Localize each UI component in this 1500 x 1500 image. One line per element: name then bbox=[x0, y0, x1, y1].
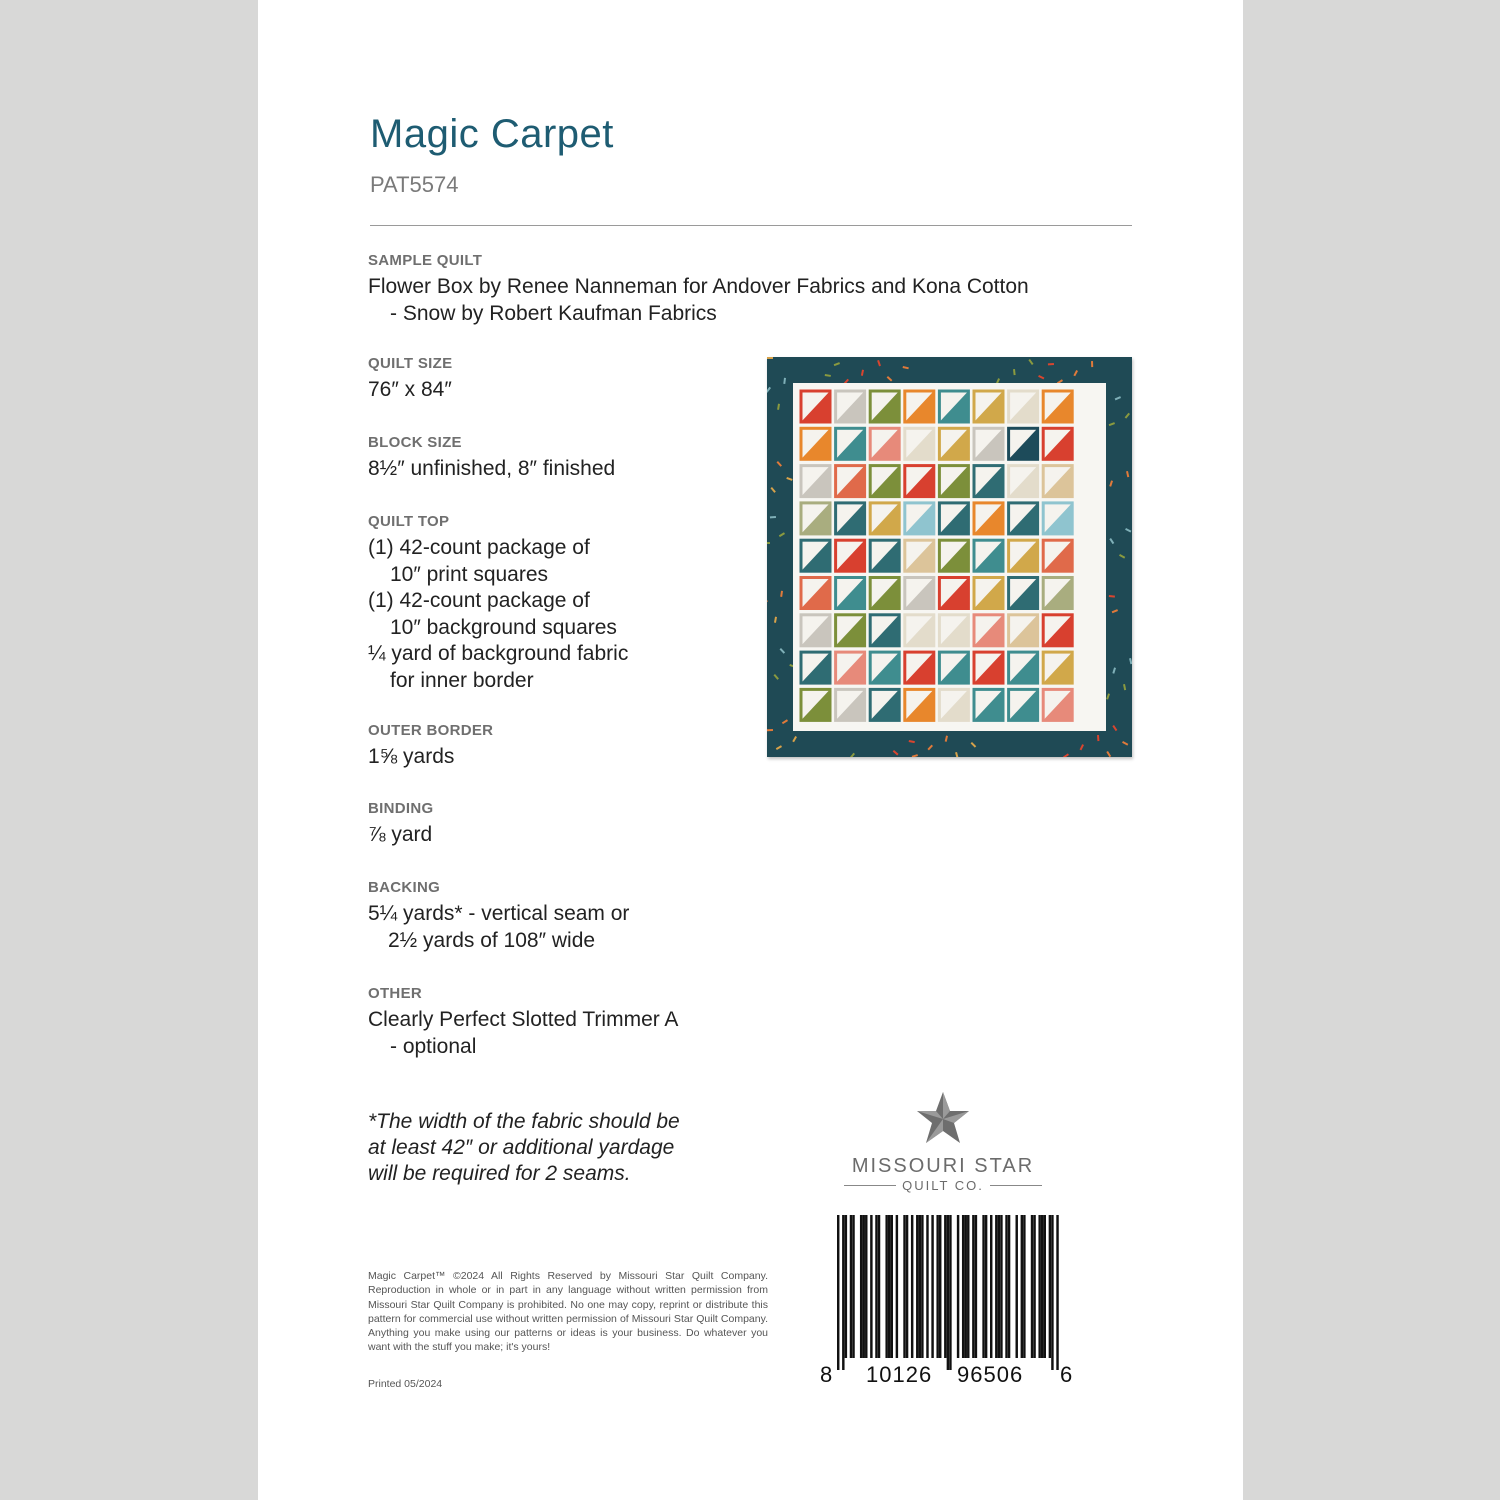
section-label: QUILT SIZE bbox=[368, 355, 453, 372]
barcode-bar bbox=[944, 1215, 946, 1358]
barcode-bar bbox=[962, 1215, 964, 1358]
pattern-back-cover bbox=[258, 0, 1243, 1500]
pattern-code: PAT5574 bbox=[370, 172, 459, 197]
barcode-bar bbox=[1041, 1215, 1043, 1358]
barcode-bar bbox=[860, 1215, 862, 1358]
barcode-bar bbox=[850, 1215, 852, 1358]
section-value: for inner border bbox=[390, 668, 534, 692]
note-line: will be required for 2 seams. bbox=[368, 1162, 631, 1185]
section-label: QUILT TOP bbox=[368, 513, 450, 530]
barcode-bar bbox=[906, 1215, 908, 1358]
section-value: - optional bbox=[390, 1034, 477, 1058]
barcode-bar bbox=[903, 1215, 905, 1358]
section-value: 5¼ yards* - vertical seam or bbox=[368, 902, 630, 925]
barcode-bar bbox=[852, 1215, 854, 1358]
star-logo-icon bbox=[913, 1092, 973, 1146]
barcode-bar bbox=[998, 1215, 1000, 1358]
section-quilt-size bbox=[368, 355, 452, 404]
barcode-bar bbox=[842, 1215, 844, 1370]
printed-date: Printed 05/2024 bbox=[368, 1378, 443, 1390]
logo-sub bbox=[843, 1178, 1043, 1193]
barcode-bar bbox=[919, 1215, 921, 1358]
barcode-bar bbox=[949, 1215, 951, 1370]
note-line: *The width of the fabric should be bbox=[368, 1110, 680, 1133]
barcode-bar bbox=[1038, 1215, 1040, 1358]
barcode-bar bbox=[972, 1215, 974, 1358]
barcode-digit-last: 6 bbox=[1060, 1362, 1073, 1387]
barcode-bar bbox=[1023, 1215, 1025, 1358]
section-value: (1) 42-count package of bbox=[368, 536, 590, 559]
barcode-bar bbox=[1016, 1215, 1018, 1358]
logo-sub-text: QUILT CO. bbox=[902, 1178, 984, 1193]
section-label: OUTER BORDER bbox=[368, 722, 494, 739]
barcode-bar bbox=[916, 1215, 918, 1358]
barcode-bar bbox=[837, 1215, 839, 1370]
pattern-title: Magic Carpet bbox=[370, 112, 614, 156]
section-label: BLOCK SIZE bbox=[368, 434, 462, 451]
barcode-bar bbox=[1056, 1215, 1058, 1370]
barcode-bar bbox=[990, 1215, 992, 1358]
barcode-bar bbox=[995, 1215, 997, 1358]
section-quilt-top bbox=[368, 513, 628, 694]
section-value: 76″ x 84″ bbox=[368, 378, 452, 401]
barcode-bar bbox=[985, 1215, 987, 1358]
section-value: 1⅝ yards bbox=[368, 745, 455, 768]
barcode-bar bbox=[1044, 1215, 1046, 1358]
barcode-bar bbox=[891, 1215, 893, 1358]
section-binding bbox=[368, 800, 433, 849]
divider bbox=[370, 225, 1132, 226]
section-value: ⅞ yard bbox=[368, 823, 433, 846]
barcode-bar bbox=[875, 1215, 877, 1358]
barcode-bar bbox=[921, 1215, 923, 1358]
section-block-size bbox=[368, 434, 615, 483]
section-other bbox=[368, 985, 678, 1060]
barcode-bar bbox=[967, 1215, 969, 1358]
section-value: 10″ print squares bbox=[390, 562, 549, 586]
barcode-bar bbox=[1008, 1215, 1010, 1358]
section-backing bbox=[368, 879, 629, 954]
barcode-digits-right: 96506 bbox=[957, 1362, 1024, 1387]
section-value: - Snow by Robert Kaufman Fabrics bbox=[390, 301, 717, 325]
section-value: 2½ yards of 108″ wide bbox=[388, 928, 596, 952]
barcode-bar bbox=[1049, 1215, 1051, 1358]
fabric-width-note bbox=[368, 1109, 680, 1187]
barcode-bar bbox=[863, 1215, 865, 1358]
barcode bbox=[835, 1215, 1059, 1370]
section-label: BACKING bbox=[368, 879, 441, 896]
barcode-bar bbox=[947, 1215, 949, 1370]
section-value: 10″ background squares bbox=[390, 615, 617, 639]
logo-name: MISSOURI STAR bbox=[851, 1155, 1035, 1177]
barcode-bar bbox=[965, 1215, 967, 1358]
barcode-bar bbox=[1031, 1215, 1033, 1358]
barcode-digits-left: 10126 bbox=[866, 1362, 933, 1387]
barcode-bar bbox=[885, 1215, 887, 1358]
barcode-bar bbox=[1005, 1215, 1007, 1358]
note-line: at least 42″ or additional yardage bbox=[368, 1136, 675, 1159]
barcode-bar bbox=[939, 1215, 941, 1358]
barcode-bar bbox=[957, 1215, 959, 1358]
section-label: BINDING bbox=[368, 800, 434, 817]
barcode-bar bbox=[931, 1215, 933, 1358]
section-outer-border bbox=[368, 722, 493, 771]
section-label: OTHER bbox=[368, 985, 422, 1002]
section-value: ¼ yard of background fabric bbox=[368, 642, 629, 665]
section-value: 8½″ unfinished, 8″ finished bbox=[368, 457, 616, 480]
barcode-bar bbox=[1051, 1215, 1053, 1370]
barcode-bar bbox=[870, 1215, 872, 1358]
barcode-bar bbox=[982, 1215, 984, 1358]
missouri-star-logo bbox=[843, 1092, 1043, 1193]
barcode-bar bbox=[1033, 1215, 1035, 1358]
barcode-bar bbox=[926, 1215, 928, 1358]
section-sample-quilt bbox=[368, 252, 1029, 327]
quilt-image bbox=[767, 357, 1132, 757]
barcode-bar bbox=[1021, 1215, 1023, 1358]
barcode-digit-first: 8 bbox=[820, 1362, 833, 1387]
section-value: Flower Box by Renee Nanneman for Andover Fabrics and Kona Cotton bbox=[368, 275, 1029, 298]
barcode-bar bbox=[975, 1215, 977, 1358]
barcode-bar bbox=[878, 1215, 880, 1358]
barcode-bar bbox=[845, 1215, 847, 1358]
barcode-bar bbox=[896, 1215, 898, 1358]
barcode-bar bbox=[888, 1215, 890, 1358]
barcode-bar bbox=[1000, 1215, 1002, 1358]
barcode-bar bbox=[911, 1215, 913, 1358]
section-value: Clearly Perfect Slotted Trimmer A bbox=[368, 1008, 679, 1031]
copyright-text: Magic Carpet™ ©2024 All Rights Reserved by Missouri Star Quilt Company. Reproduction in whole or in part in any language without written permission from Missouri Star Quilt Company is prohibited. No one may copy, reprint or distribute this pattern for commercial use without written permission of Missouri Star Quilt Company. Anything you make using our patterns or ideas is your business. Do whatever you want with the stuff you make; it's yours! bbox=[368, 1270, 768, 1354]
barcode-bar bbox=[865, 1215, 867, 1358]
section-value: (1) 42-count package of bbox=[368, 589, 590, 612]
barcode-bar bbox=[936, 1215, 938, 1358]
section-label: SAMPLE QUILT bbox=[368, 252, 483, 269]
